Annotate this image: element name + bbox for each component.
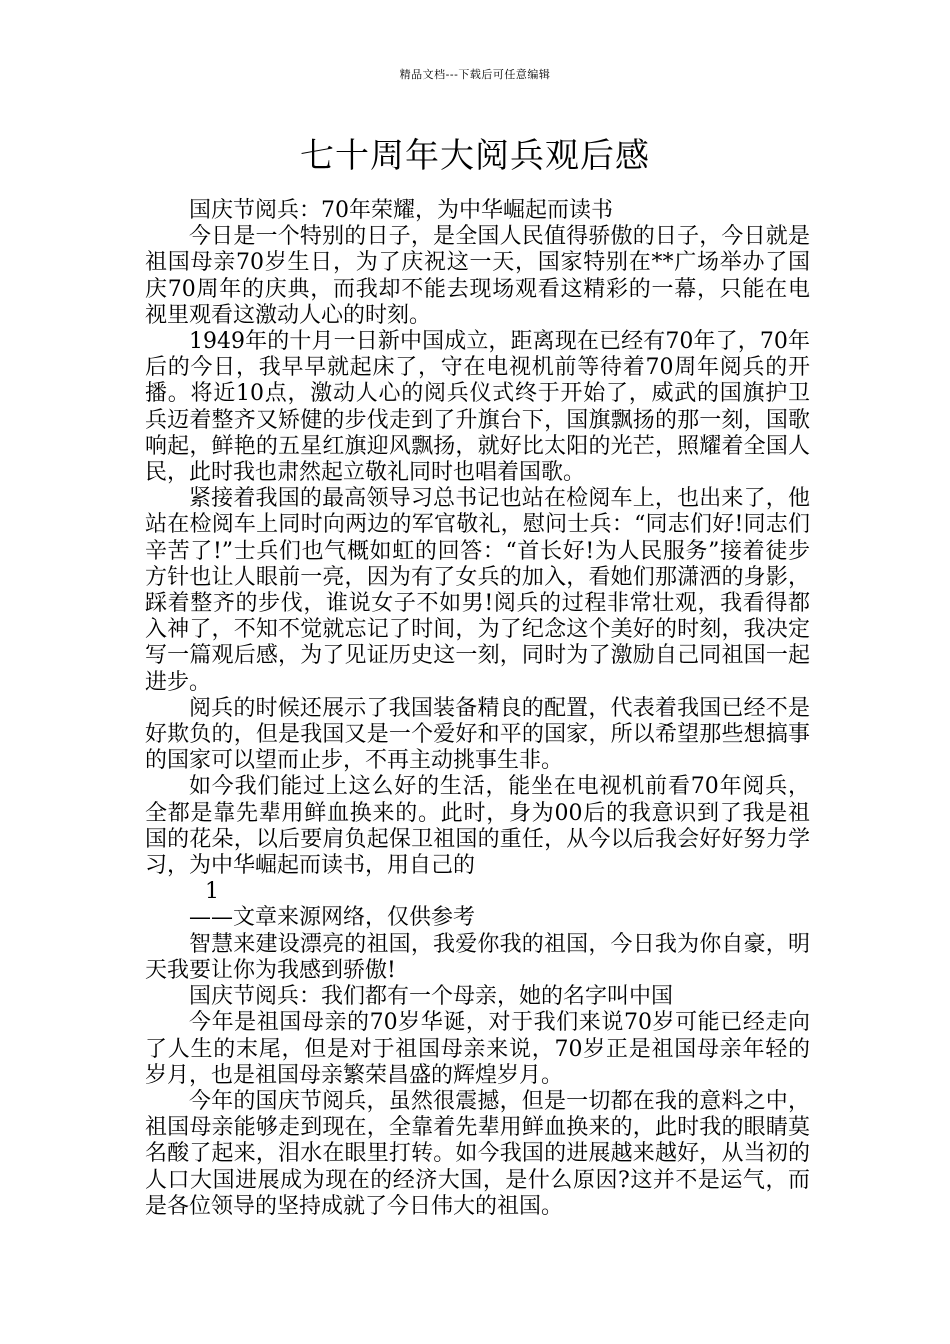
header-note: 精品文档---下载后可任意编辑 xyxy=(399,68,551,81)
paragraph: 国庆节阅兵：70年荣耀，为中华崛起而读书 xyxy=(189,198,613,223)
paragraph: 阅兵的时候还展示了我国装备精良的配置，代表着我国已经不是好欺负的，但是我国又是一个爱好和平的国家，所以希望那些想搞事的国家可以望而止步，不再主动挑事生非。 xyxy=(145,695,810,774)
document-body xyxy=(145,198,810,1220)
paragraph: 今年的国庆节阅兵，虽然很震撼，但是一切都在我的意料之中，祖国母亲能够走到现在，全靠着先辈用鲜血换来的，此时我的眼睛莫名酸了起来，泪水在眼里打转。如今我国的进展越来越好，从当初的人口大国进展成为现在的经济大国，是什么原因?这并不是运气，而是各位领导的坚持成就了今日伟大的祖国。 xyxy=(145,1088,810,1219)
paragraph: 今年是祖国母亲的70岁华诞，对于我们来说70岁可能已经走向了人生的末尾，但是对于祖国母亲来说，70岁正是祖国母亲年轻的岁月，也是祖国母亲繁荣昌盛的辉煌岁月。 xyxy=(145,1010,810,1088)
paragraph: 国庆节阅兵：我们都有一个母亲，她的名字叫中国 xyxy=(189,984,674,1010)
paragraph: 1949年的十月一日新中国成立，距离现在已经有70年了，70年后的今日，我早早就起床了，守在电视机前等待着70周年阅兵的开播。将近10点，激动人心的阅兵仪式终于开始了，威武的国旗护卫兵迈着整齐又矫健的步伐走到了升旗台下，国旗飘扬的那一刻，国歌响起，鲜艳的五星红旗迎风飘扬，就好比太阳的光芒，照耀着全国人民，此时我也肃然起立敬礼同时也唱着国歌。 xyxy=(145,329,810,486)
paragraph: 紧接着我国的最高领导习总书记也站在检阅车上，也出来了，他站在检阅车上同时向两边的军官敬礼，慰问士兵：“同志们好!同志们辛苦了!”士兵们也气概如虹的回答：“首长好!为人民服务”接着徒步方针也让人眼前一亮，因为有了女兵的加入，看她们那潇洒的身影，踩着整齐的步伐，谁说女子不如男!阅兵的过程非常壮观，我看得都入神了，不知不觉就忘记了时间，为了纪念这个美好的时刻，我决定写一篇观后感，为了见证历史这一刻，同时为了激励自己同祖国一起进步。 xyxy=(145,486,810,695)
paragraph: 今日是一个特别的日子，是全国人民值得骄傲的日子，今日就是祖国母亲70岁生日，为了庆祝这一天，国家特别在**广场举办了国庆70周年的庆典，而我却不能去现场观看这精彩的一幕，只能在电视里观看这激动人心的时刻。 xyxy=(145,224,810,328)
paragraph: 智慧来建设漂亮的祖国，我爱你我的祖国，今日我为你自豪，明天我要让你为我感到骄傲! xyxy=(145,931,810,983)
paragraph: 如今我们能过上这么好的生活，能坐在电视机前看70年阅兵，全都是靠先辈用鲜血换来的。此时，身为00后的我意识到了我是祖国的花朵，以后要肩负起保卫祖国的重任，从今以后我会好好努力学习，为中华崛起而读书，用自己的 xyxy=(145,774,810,879)
document-title: 七十周年大阅兵观后感 xyxy=(300,136,650,176)
page-number: 1 xyxy=(205,879,219,905)
source-note: ——文章来源网络，仅供参考 xyxy=(189,905,476,931)
